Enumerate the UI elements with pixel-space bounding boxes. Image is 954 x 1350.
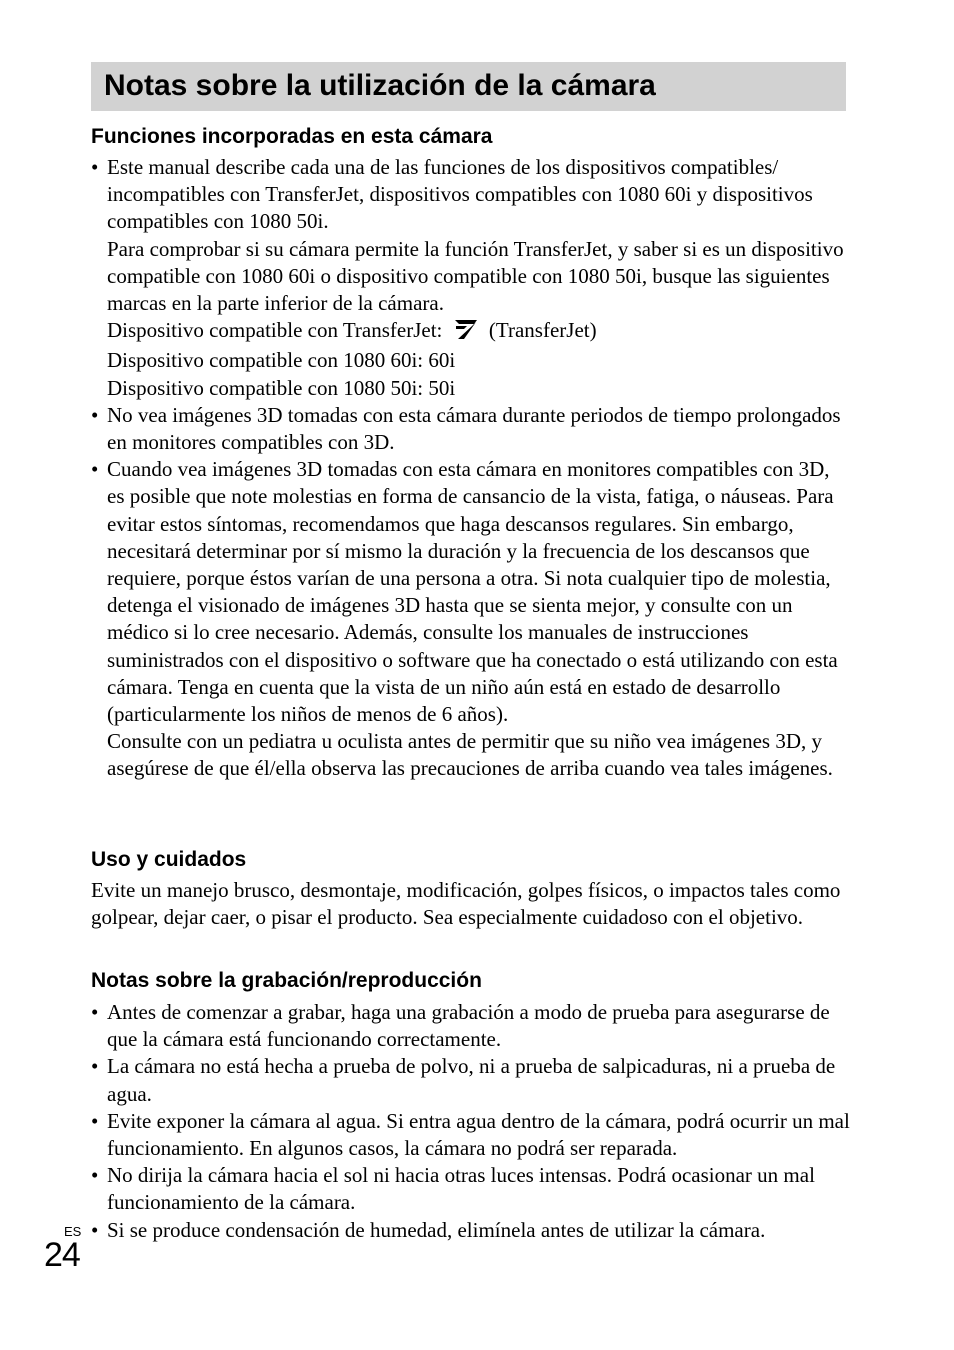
bullet-list-grabacion xyxy=(91,999,851,1244)
line-50i: Dispositivo compatible con 1080 50i: 50i xyxy=(107,375,456,400)
bullet-marker: • xyxy=(91,155,99,179)
line-60i: Dispositivo compatible con 1080 60i: 60i xyxy=(107,348,456,373)
bullet-list-funciones xyxy=(91,154,851,783)
list-item-text: No dirija la cámara hacia el sol ni hacia otras luces intensas. Podrá ocasionar un mal funcionamiento de la cámara. xyxy=(107,1163,815,1215)
bullet-marker: • xyxy=(91,1108,99,1133)
page-title: Notas sobre la utilización de la cámara xyxy=(104,69,656,102)
list-item xyxy=(91,1053,851,1107)
language-code: ES xyxy=(64,1224,82,1239)
section-body-uso xyxy=(91,877,851,931)
section-heading-uso: Uso y cuidados xyxy=(91,848,247,871)
list-item-text: Antes de comenzar a grabar, haga una grabación a modo de prueba para asegurarse de que la cámara está funcionando correctamente. xyxy=(107,1000,830,1052)
list-item xyxy=(91,1217,851,1244)
page-title-bar xyxy=(91,62,846,111)
section-heading-funciones: Funciones incorporadas en esta cámara xyxy=(91,125,493,148)
section-heading-grabacion: Notas sobre la grabación/reproducción xyxy=(91,969,482,992)
list-item xyxy=(91,999,851,1053)
list-item-text: Evite exponer la cámara al agua. Si entra agua dentro de la cámara, podrá ocurrir un mal funcionamiento. En algunos casos, la cámara no podrá ser reparada. xyxy=(107,1108,850,1161)
list-item xyxy=(91,456,851,782)
list-item xyxy=(91,402,851,456)
transferjet-label: Dispositivo compatible con TransferJet: xyxy=(107,318,443,343)
bullet-marker: • xyxy=(91,1217,99,1242)
section-body-grabacion xyxy=(91,999,851,1244)
list-item-text: No vea imágenes 3D tomadas con esta cámara durante periodos de tiempo prolongados en monitores compatibles con 3D. xyxy=(107,402,841,455)
transferjet-logo-icon xyxy=(454,318,478,347)
transferjet-line xyxy=(107,317,851,347)
list-item xyxy=(91,1162,851,1216)
bullet-marker: • xyxy=(91,1000,99,1024)
list-item-text: La cámara no está hecha a prueba de polvo, ni a prueba de salpicaduras, ni a prueba de agua. xyxy=(107,1054,836,1106)
list-item xyxy=(91,154,851,402)
list-item-subparagraph: Para comprobar si su cámara permite la función TransferJet, y saber si es un dispositivo compatible con 1080 60i o dispositivo compatible con 1080 50i, busque las siguientes marcas en la parte inferior de la cámara. xyxy=(107,236,844,316)
bullet-marker: • xyxy=(91,1054,99,1079)
list-item-text: Este manual describe cada una de las funciones de los dispositivos compatibles/ incompatibles con TransferJet, dispositivos compatibles con 1080 60i y dispositivos compatibles con 1080 50i. xyxy=(107,155,813,234)
section-body-funciones xyxy=(91,154,851,783)
page-number: 24 xyxy=(44,1236,80,1274)
bullet-marker: • xyxy=(91,1163,99,1188)
list-item-text: Si se produce condensación de humedad, elimínela antes de utilizar la cámara. xyxy=(107,1217,766,1242)
list-item-text: Cuando vea imágenes 3D tomadas con esta cámara en monitores compatibles con 3D, es posible que note molestias en forma de cansancio de la vista, fatiga, o náuseas. Para evitar estos síntomas, recomendamos que haga descansos regulares. Sin embargo, necesitará determinar por sí mismo la duración y la frecuencia de los descansos que requiere, porque éstos varían de una persona a otra. Si nota cualquier tipo de molestia, detenga el visionado de imágenes 3D hasta que se sienta mejor, y consulte con un médico si lo cree necesario. Además, consulte los manuales de instrucciones suministrados con el dispositivo o software que ha conectado o está utilizando con esta cámara. Tenga en cuenta que la vista de un niño aún está en estado de desarrollo (particularmente los niños de menos de 6 años). xyxy=(107,457,838,727)
bullet-marker: • xyxy=(91,402,99,427)
list-item-subparagraph: Consulte con un pediatra u oculista antes de permitir que su niño vea imágenes 3D, y asegúrese de que él/ella observa las precauciones de arriba cuando vea tales imágenes. xyxy=(107,729,833,781)
paragraph-uso: Evite un manejo brusco, desmontaje, modificación, golpes físicos, o impactos tales como golpear, dejar caer, o pisar el producto. Sea especialmente cuidadoso con el objetivo. xyxy=(91,878,841,930)
list-item xyxy=(91,1108,851,1162)
transferjet-suffix: (TransferJet) xyxy=(488,318,597,343)
bullet-marker: • xyxy=(91,457,99,482)
